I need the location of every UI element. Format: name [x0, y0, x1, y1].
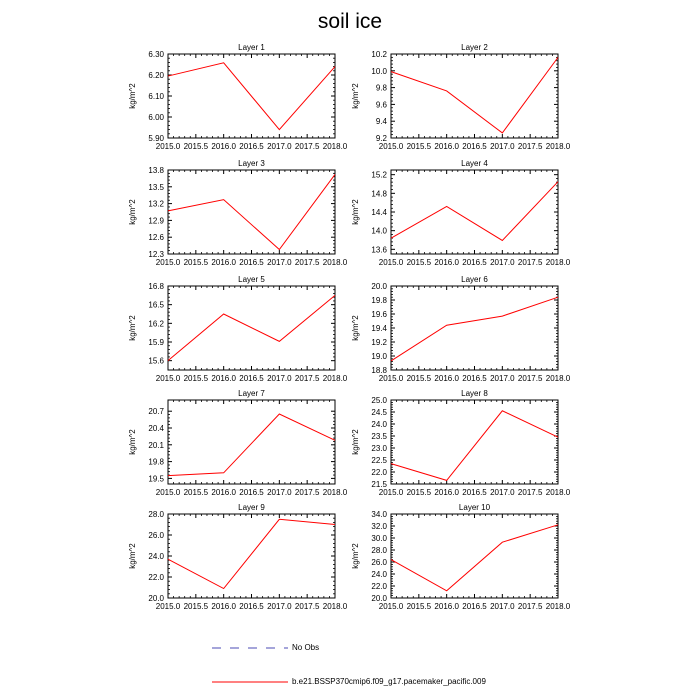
y-tick-label: 22.0 — [371, 582, 387, 591]
plot-frame — [168, 400, 335, 484]
x-tick-label: 2015.5 — [406, 602, 432, 611]
panel-title: Layer 3 — [238, 159, 265, 168]
y-tick-label: 19.2 — [371, 338, 387, 347]
x-tick-label: 2018.0 — [545, 374, 571, 383]
series-line-1 — [168, 174, 335, 249]
y-axis-label: kg/m^2 — [128, 83, 137, 109]
x-tick-label: 2015.0 — [378, 374, 404, 383]
y-tick-label: 13.6 — [371, 245, 387, 255]
y-tick-label: 5.90 — [148, 134, 164, 143]
x-tick-label: 2017.0 — [267, 602, 292, 611]
x-tick-label: 2016.5 — [462, 258, 487, 267]
x-tick-label: 2017.5 — [294, 142, 320, 151]
y-tick-label: 15.2 — [371, 170, 387, 180]
y-tick-label: 24.0 — [371, 570, 387, 579]
x-tick-label: 2015.5 — [406, 258, 432, 267]
series-line-1 — [391, 297, 558, 361]
x-tick-label: 2018.0 — [322, 142, 348, 151]
y-tick-label: 19.4 — [371, 324, 387, 333]
plot-frame — [391, 170, 558, 254]
x-tick-label: 2016.5 — [462, 488, 487, 497]
panel-title: Layer 8 — [461, 389, 488, 398]
figure-title: soil ice — [317, 10, 383, 33]
y-tick-label: 28.0 — [148, 510, 164, 519]
x-tick-label: 2017.5 — [294, 258, 320, 267]
y-tick-label: 14.8 — [371, 189, 387, 199]
x-tick-label: 2017.0 — [267, 258, 292, 267]
y-tick-label: 25.0 — [371, 396, 387, 405]
plot-frame — [391, 54, 558, 138]
x-tick-label: 2017.5 — [517, 374, 543, 383]
x-tick-label: 2016.0 — [434, 258, 459, 267]
panel-title: Layer 7 — [238, 389, 265, 398]
series-line-1 — [391, 57, 558, 133]
x-tick-label: 2017.0 — [267, 488, 292, 497]
y-tick-label: 18.8 — [371, 366, 387, 375]
y-tick-label: 9.6 — [375, 100, 387, 110]
x-tick-label: 2017.5 — [517, 258, 543, 267]
x-tick-label: 2018.0 — [545, 142, 571, 151]
y-axis-label: kg/m^2 — [128, 315, 137, 341]
x-tick-label: 2017.0 — [490, 258, 515, 267]
plot-frame — [391, 514, 558, 598]
y-axis-label: kg/m^2 — [128, 543, 137, 569]
panel-10 — [351, 503, 571, 611]
x-tick-label: 2016.5 — [462, 142, 487, 151]
x-tick-label: 2015.5 — [406, 374, 432, 383]
y-tick-label: 16.2 — [148, 319, 164, 329]
legend-solid-line-icon — [212, 679, 288, 685]
x-tick-label: 2016.0 — [211, 488, 236, 497]
x-tick-label: 2017.5 — [517, 602, 543, 611]
y-tick-label: 21.5 — [371, 480, 387, 489]
y-axis-label: kg/m^2 — [351, 83, 360, 109]
legend-label-model: b.e21.BSSP370cmip6.f09_g17.pacemaker_pacific.009 — [292, 677, 486, 686]
y-tick-label: 13.5 — [148, 182, 164, 192]
series-line-1 — [391, 411, 558, 481]
y-tick-label: 24.5 — [371, 408, 387, 417]
y-tick-label: 14.0 — [371, 226, 387, 236]
y-tick-label: 12.9 — [148, 216, 164, 226]
x-tick-label: 2017.0 — [490, 602, 515, 611]
y-tick-label: 22.0 — [371, 468, 387, 477]
x-tick-label: 2015.5 — [183, 142, 209, 151]
y-tick-label: 22.0 — [148, 573, 164, 582]
y-tick-label: 6.10 — [148, 92, 164, 101]
y-tick-label: 23.0 — [371, 444, 387, 453]
x-tick-label: 2016.0 — [211, 258, 236, 267]
x-tick-label: 2018.0 — [322, 488, 348, 497]
x-tick-label: 2016.0 — [434, 374, 459, 383]
x-tick-label: 2016.5 — [239, 258, 264, 267]
x-tick-label: 2015.0 — [378, 142, 404, 151]
x-tick-label: 2017.0 — [490, 488, 515, 497]
y-tick-label: 13.2 — [148, 199, 164, 209]
y-axis-label: kg/m^2 — [351, 315, 360, 341]
y-tick-label: 20.0 — [148, 594, 164, 603]
y-axis-label: kg/m^2 — [128, 199, 137, 225]
y-tick-label: 24.0 — [148, 552, 164, 561]
y-tick-label: 10.2 — [371, 50, 387, 59]
x-tick-label: 2015.0 — [155, 602, 181, 611]
y-tick-label: 14.4 — [371, 208, 387, 217]
y-tick-label: 28.0 — [371, 546, 387, 555]
y-tick-label: 34.0 — [371, 510, 387, 519]
x-tick-label: 2018.0 — [322, 602, 348, 611]
y-tick-label: 32.0 — [371, 522, 387, 531]
x-tick-label: 2016.0 — [211, 602, 236, 611]
panel-3 — [128, 159, 348, 267]
y-axis-label: kg/m^2 — [351, 429, 360, 455]
y-tick-label: 13.8 — [148, 166, 164, 175]
x-tick-label: 2015.0 — [378, 488, 404, 497]
y-tick-label: 20.0 — [371, 594, 387, 603]
panel-title: Layer 9 — [238, 503, 265, 512]
legend-dashed-line-icon — [212, 645, 288, 651]
panel-title: Layer 10 — [458, 503, 491, 512]
y-tick-label: 30.0 — [371, 534, 387, 543]
x-tick-label: 2017.5 — [294, 374, 320, 383]
y-tick-label: 9.2 — [375, 134, 387, 143]
x-tick-label: 2017.0 — [267, 142, 292, 151]
x-tick-label: 2015.5 — [406, 142, 432, 151]
y-tick-label: 26.0 — [148, 531, 164, 540]
series-line-1 — [168, 414, 335, 476]
y-tick-label: 23.5 — [371, 432, 387, 441]
y-tick-label: 26.0 — [371, 558, 387, 567]
y-tick-label: 12.3 — [148, 250, 164, 259]
series-line-1 — [391, 525, 558, 591]
y-axis-label: kg/m^2 — [351, 543, 360, 569]
panel-1 — [128, 43, 348, 151]
y-tick-label: 9.8 — [375, 83, 387, 93]
y-tick-label: 12.6 — [148, 233, 164, 243]
y-tick-label: 20.7 — [148, 407, 164, 417]
legend-item-obs — [212, 643, 319, 653]
y-tick-label: 20.1 — [148, 440, 164, 450]
panel-7 — [128, 389, 348, 497]
y-axis-label: kg/m^2 — [351, 199, 360, 225]
panel-2 — [351, 43, 571, 151]
x-tick-label: 2016.5 — [462, 374, 487, 383]
panel-title: Layer 5 — [238, 275, 265, 284]
plot-frame — [391, 286, 558, 370]
x-tick-label: 2017.0 — [267, 374, 292, 383]
x-tick-label: 2017.5 — [517, 488, 543, 497]
y-tick-label: 19.0 — [371, 352, 387, 361]
panel-5 — [128, 275, 348, 383]
y-tick-label: 9.4 — [375, 117, 387, 127]
x-tick-label: 2015.0 — [155, 488, 181, 497]
panel-6 — [351, 275, 571, 383]
panel-title: Layer 4 — [461, 159, 488, 168]
y-tick-label: 10.0 — [371, 66, 387, 76]
x-tick-label: 2016.0 — [211, 142, 236, 151]
y-tick-label: 19.8 — [148, 457, 164, 467]
x-tick-label: 2015.5 — [183, 258, 209, 267]
x-tick-label: 2017.5 — [294, 488, 320, 497]
plot-frame — [168, 514, 335, 598]
x-tick-label: 2016.5 — [239, 374, 264, 383]
y-tick-label: 6.20 — [148, 71, 164, 80]
x-tick-label: 2016.0 — [434, 488, 459, 497]
panel-title: Layer 1 — [238, 43, 265, 52]
x-tick-label: 2015.5 — [183, 602, 209, 611]
x-tick-label: 2018.0 — [545, 488, 571, 497]
x-tick-label: 2016.5 — [239, 142, 264, 151]
x-tick-label: 2015.0 — [378, 602, 404, 611]
y-tick-label: 15.6 — [148, 356, 164, 366]
panel-title: Layer 2 — [461, 43, 488, 52]
legend-label-obs: No Obs — [292, 643, 320, 652]
x-tick-label: 2015.0 — [155, 258, 181, 267]
panel-title: Layer 6 — [461, 275, 488, 284]
y-tick-label: 16.5 — [148, 300, 164, 310]
y-tick-label: 24.0 — [371, 420, 387, 429]
series-line-1 — [391, 182, 558, 241]
x-tick-label: 2018.0 — [322, 374, 348, 383]
y-tick-label: 19.8 — [371, 296, 387, 305]
y-axis-label: kg/m^2 — [128, 429, 137, 455]
series-line-1 — [168, 519, 335, 588]
x-tick-label: 2016.0 — [211, 374, 236, 383]
series-line-1 — [168, 63, 335, 130]
x-tick-label: 2015.0 — [155, 142, 181, 151]
x-tick-label: 2015.0 — [378, 258, 404, 267]
panel-9 — [128, 503, 348, 611]
series-line-1 — [168, 295, 335, 360]
y-tick-label: 15.9 — [148, 338, 164, 347]
x-tick-label: 2016.5 — [462, 602, 487, 611]
x-tick-label: 2015.5 — [183, 374, 209, 383]
y-tick-label: 16.8 — [148, 282, 164, 291]
panel-8 — [351, 389, 571, 497]
x-tick-label: 2016.5 — [239, 488, 264, 497]
x-tick-label: 2015.5 — [406, 488, 432, 497]
x-tick-label: 2016.5 — [239, 602, 264, 611]
y-tick-label: 20.0 — [371, 282, 387, 291]
y-tick-label: 22.5 — [371, 456, 387, 465]
x-tick-label: 2016.0 — [434, 142, 459, 151]
y-tick-label: 20.4 — [148, 424, 164, 433]
x-tick-label: 2017.5 — [294, 602, 320, 611]
x-tick-label: 2018.0 — [322, 258, 348, 267]
plot-frame — [168, 170, 335, 254]
x-tick-label: 2015.5 — [183, 488, 209, 497]
legend-item-model — [212, 677, 486, 687]
x-tick-label: 2017.0 — [490, 374, 515, 383]
panel-4 — [351, 159, 571, 267]
y-tick-label: 6.00 — [148, 113, 164, 122]
x-tick-label: 2016.0 — [434, 602, 459, 611]
y-tick-label: 6.30 — [148, 50, 164, 59]
x-tick-label: 2015.0 — [155, 374, 181, 383]
y-tick-label: 19.6 — [371, 310, 387, 319]
x-tick-label: 2017.0 — [490, 142, 515, 151]
x-tick-label: 2018.0 — [545, 258, 571, 267]
x-tick-label: 2018.0 — [545, 602, 571, 611]
x-tick-label: 2017.5 — [517, 142, 543, 151]
y-tick-label: 19.5 — [148, 474, 164, 484]
